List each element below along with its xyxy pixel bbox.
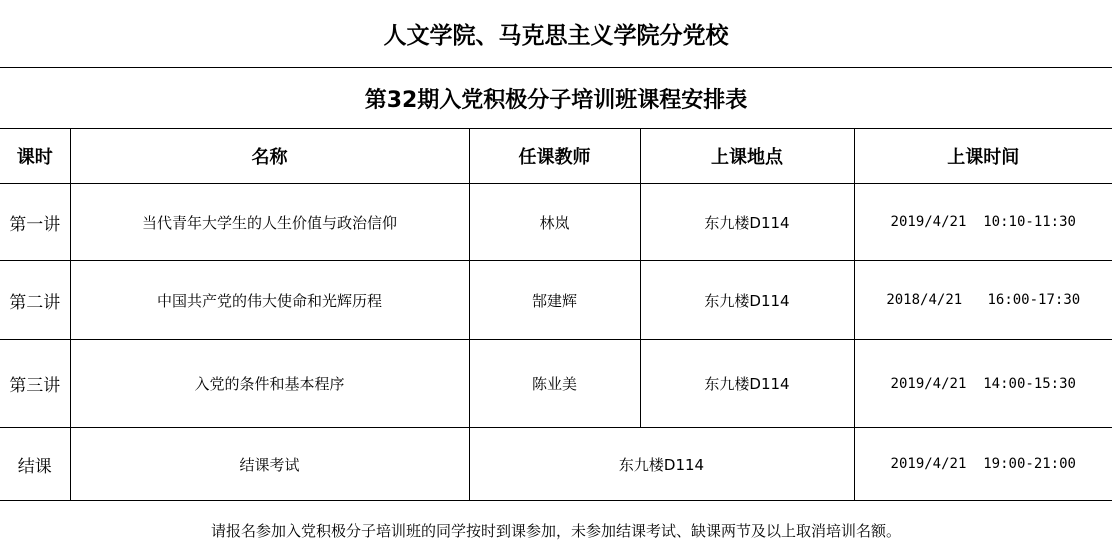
column-header-teacher: 任课教师 <box>469 129 640 184</box>
table-title: 第32期入党积极分子培训班课程安排表 <box>0 68 1112 129</box>
location-cell: 东九楼D114 <box>640 261 854 340</box>
course-name-cell: 结课考试 <box>70 428 469 501</box>
teacher-cell: 陈业美 <box>469 340 640 428</box>
column-header-name: 名称 <box>70 129 469 184</box>
session-cell: 第三讲 <box>0 340 70 428</box>
table-header-row <box>0 129 1112 184</box>
time-cell: 2019/4/21 14:00-15:30 <box>854 340 1112 428</box>
time-cell: 2019/4/21 19:00-21:00 <box>854 428 1112 501</box>
time-cell: 2018/4/21 16:00-17:30 <box>854 261 1112 340</box>
teacher-cell: 林岚 <box>469 184 640 261</box>
teacher-cell: 郜建辉 <box>469 261 640 340</box>
session-cell: 第二讲 <box>0 261 70 340</box>
column-header-session: 课时 <box>0 129 70 184</box>
course-name-cell: 入党的条件和基本程序 <box>70 340 469 428</box>
page-title: 人文学院、马克思主义学院分党校 <box>0 0 1112 68</box>
location-cell: 东九楼D114 <box>469 428 854 501</box>
session-cell: 第一讲 <box>0 184 70 261</box>
table-row <box>0 261 1112 340</box>
session-cell: 结课 <box>0 428 70 501</box>
table-row <box>0 184 1112 261</box>
location-cell: 东九楼D114 <box>640 340 854 428</box>
column-header-location: 上课地点 <box>640 129 854 184</box>
course-name-cell: 中国共产党的伟大使命和光辉历程 <box>70 261 469 340</box>
location-cell: 东九楼D114 <box>640 184 854 261</box>
course-name-cell: 当代青年大学生的人生价值与政治信仰 <box>70 184 469 261</box>
table-row <box>0 340 1112 428</box>
footnote-notice: 请报名参加入党积极分子培训班的同学按时到课参加，未参加结课考试、缺课两节及以上取消培训名额。 <box>210 522 901 540</box>
course-schedule-table <box>0 129 1112 501</box>
table-row <box>0 428 1112 501</box>
time-cell: 2019/4/21 10:10-11:30 <box>854 184 1112 261</box>
column-header-time: 上课时间 <box>854 129 1112 184</box>
